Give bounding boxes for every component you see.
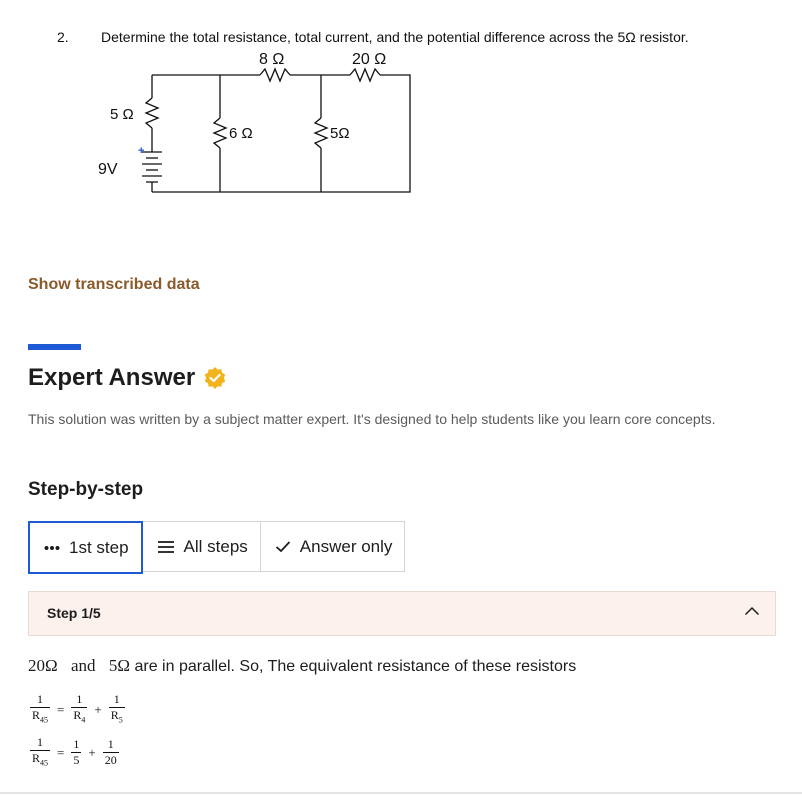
check-icon (275, 540, 291, 553)
equation-2: $\frac{1}{R_{45}}$ = $\frac{1}{5}$ + $\frac{1}{20}$ (28, 735, 121, 770)
plus-sign: + (138, 145, 145, 157)
step-header[interactable] (28, 591, 776, 636)
question-text: Determine the total resistance, total current, and the potential difference across the 5Ω resistor. (101, 29, 689, 45)
label-5-ohm-left: 5 Ω (110, 106, 134, 123)
dots-icon (44, 545, 60, 551)
word-and: and (70, 656, 96, 675)
tab-first-step[interactable] (28, 521, 143, 574)
step-by-step-title: Step-by-step (28, 479, 144, 500)
circuit-diagram (90, 40, 430, 200)
step-view-tabs (28, 521, 405, 574)
value-20-ohm: 20Ω (28, 656, 58, 675)
tab-all-steps[interactable] (143, 521, 261, 572)
label-9v: 9V (98, 161, 118, 178)
tab-answer-only-label: Answer only (299, 536, 393, 556)
label-8-ohm: 8 Ω (259, 51, 285, 68)
tab-answer-only[interactable] (261, 521, 406, 572)
fraction: $\frac{1}{R_{45}}$ (32, 692, 49, 725)
expert-answer-heading (28, 364, 227, 392)
tab-first-step-label: 1st step (69, 537, 129, 557)
step-label: Step 1/5 (47, 605, 101, 621)
question-number: 2. (57, 29, 69, 45)
fraction: $\frac{1}{R_4}$ (73, 692, 86, 725)
chevron-up-icon[interactable] (744, 606, 760, 616)
fraction: $\frac{1}{R_5}$ (110, 692, 123, 725)
fraction: $\frac{1}{R_{45}}$ (32, 735, 49, 768)
verified-badge-icon (203, 366, 227, 390)
explanation-rest: are in parallel. So, The equivalent resistance of these resistors (134, 658, 577, 675)
label-6-ohm: 6 Ω (229, 125, 253, 142)
fraction: $\frac{1}{20}$ (104, 737, 117, 768)
bottom-divider (0, 792, 802, 794)
equation-1: $\frac{1}{R_{45}}$ = $\frac{1}{R_4}$ + $\frac{1}{R_5}$ (28, 692, 127, 727)
label-20-ohm: 20 Ω (352, 51, 387, 68)
fraction: $\frac{1}{5}$ (73, 737, 80, 768)
accent-bar (28, 344, 81, 350)
show-transcribed-link[interactable]: Show transcribed data (28, 276, 200, 293)
label-5-ohm-right: 5Ω (330, 125, 350, 142)
tab-all-steps-label: All steps (183, 536, 248, 556)
question-panel (0, 0, 802, 250)
list-icon (157, 540, 175, 554)
value-5-ohm: 5Ω (108, 656, 131, 675)
expert-answer-title: Expert Answer (28, 364, 196, 391)
expert-description: This solution was written by a subject matter expert. It's designed to help students like you learn core concepts. (28, 411, 716, 427)
step-explanation (28, 656, 576, 676)
